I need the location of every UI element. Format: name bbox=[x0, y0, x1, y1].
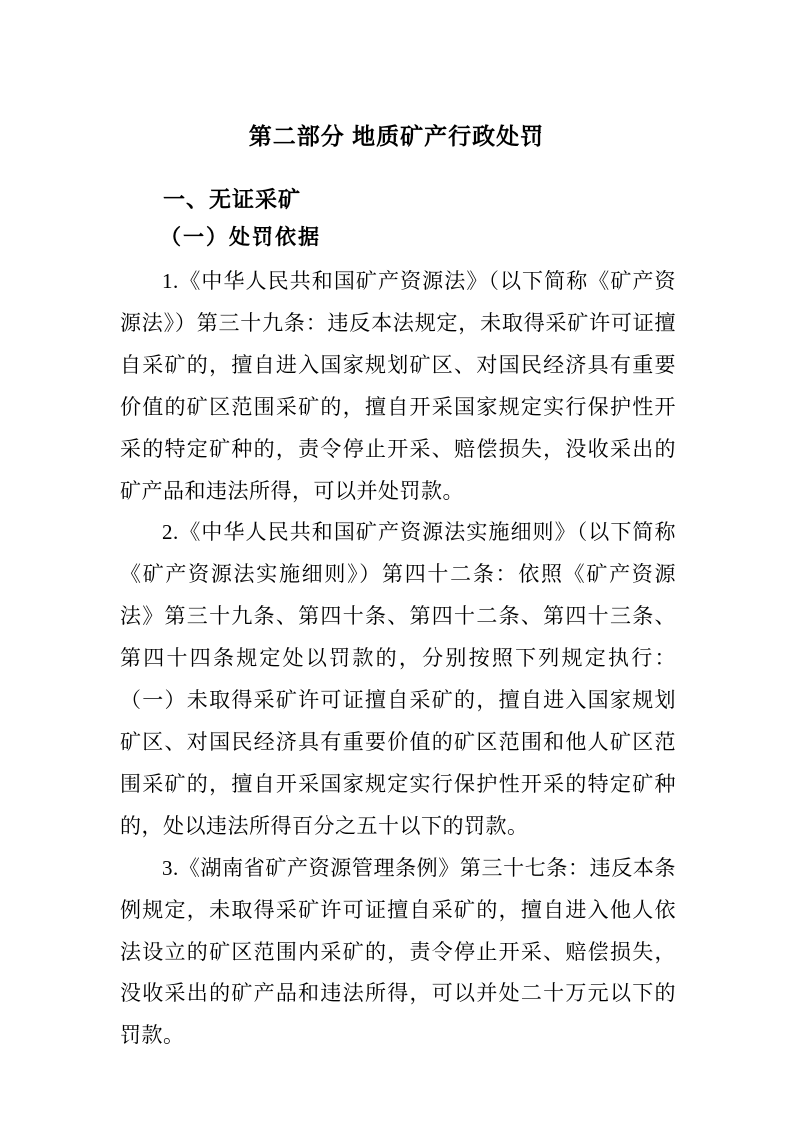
section-heading: 一、无证采矿 bbox=[163, 187, 302, 212]
paragraph: 1.《中华人民共和国矿产资源法》（以下简称《矿产资源法》）第三十九条：违反本法规定，未取得采矿许可证擅自采矿的，擅自进入国家规划矿区、对国民经济具有重要价值的矿区范围采矿的，擅自开采国家规定实行保护性开采的特定矿种的，责令停止开采、赔偿损失，没收采出的矿产品和违法所得，可以并处罚款。 bbox=[120, 269, 676, 503]
document-body bbox=[120, 261, 676, 1057]
subsection-heading: （一）处罚依据 bbox=[160, 225, 321, 249]
document-title: 第二部分 地质矿产行政处罚 bbox=[248, 123, 545, 149]
paragraph: 2.《中华人民共和国矿产资源法实施细则》（以下简称《矿产资源法实施细则》）第四十二条：依照《矿产资源法》第三十九条、第四十条、第四十二条、第四十三条、第四十四条规定处以罚款的，分别按照下列规定执行：（一）未取得采矿许可证擅自采矿的，擅自进入国家规划矿区、对国民经济具有重要价值的矿区范围和他人矿区范围采矿的，擅自开采国家规定实行保护性开采的特定矿种的，处以违法所得百分之五十以下的罚款。 bbox=[120, 520, 676, 838]
paragraph: 3.《湖南省矿产资源管理条例》第三十七条：违反本条例规定，未取得采矿许可证擅自采矿的，擅自进入他人依法设立的矿区范围内采矿的，责令停止开采、赔偿损失，没收采出的矿产品和违法所得，可以并处二十万元以下的罚款。 bbox=[120, 855, 676, 1048]
